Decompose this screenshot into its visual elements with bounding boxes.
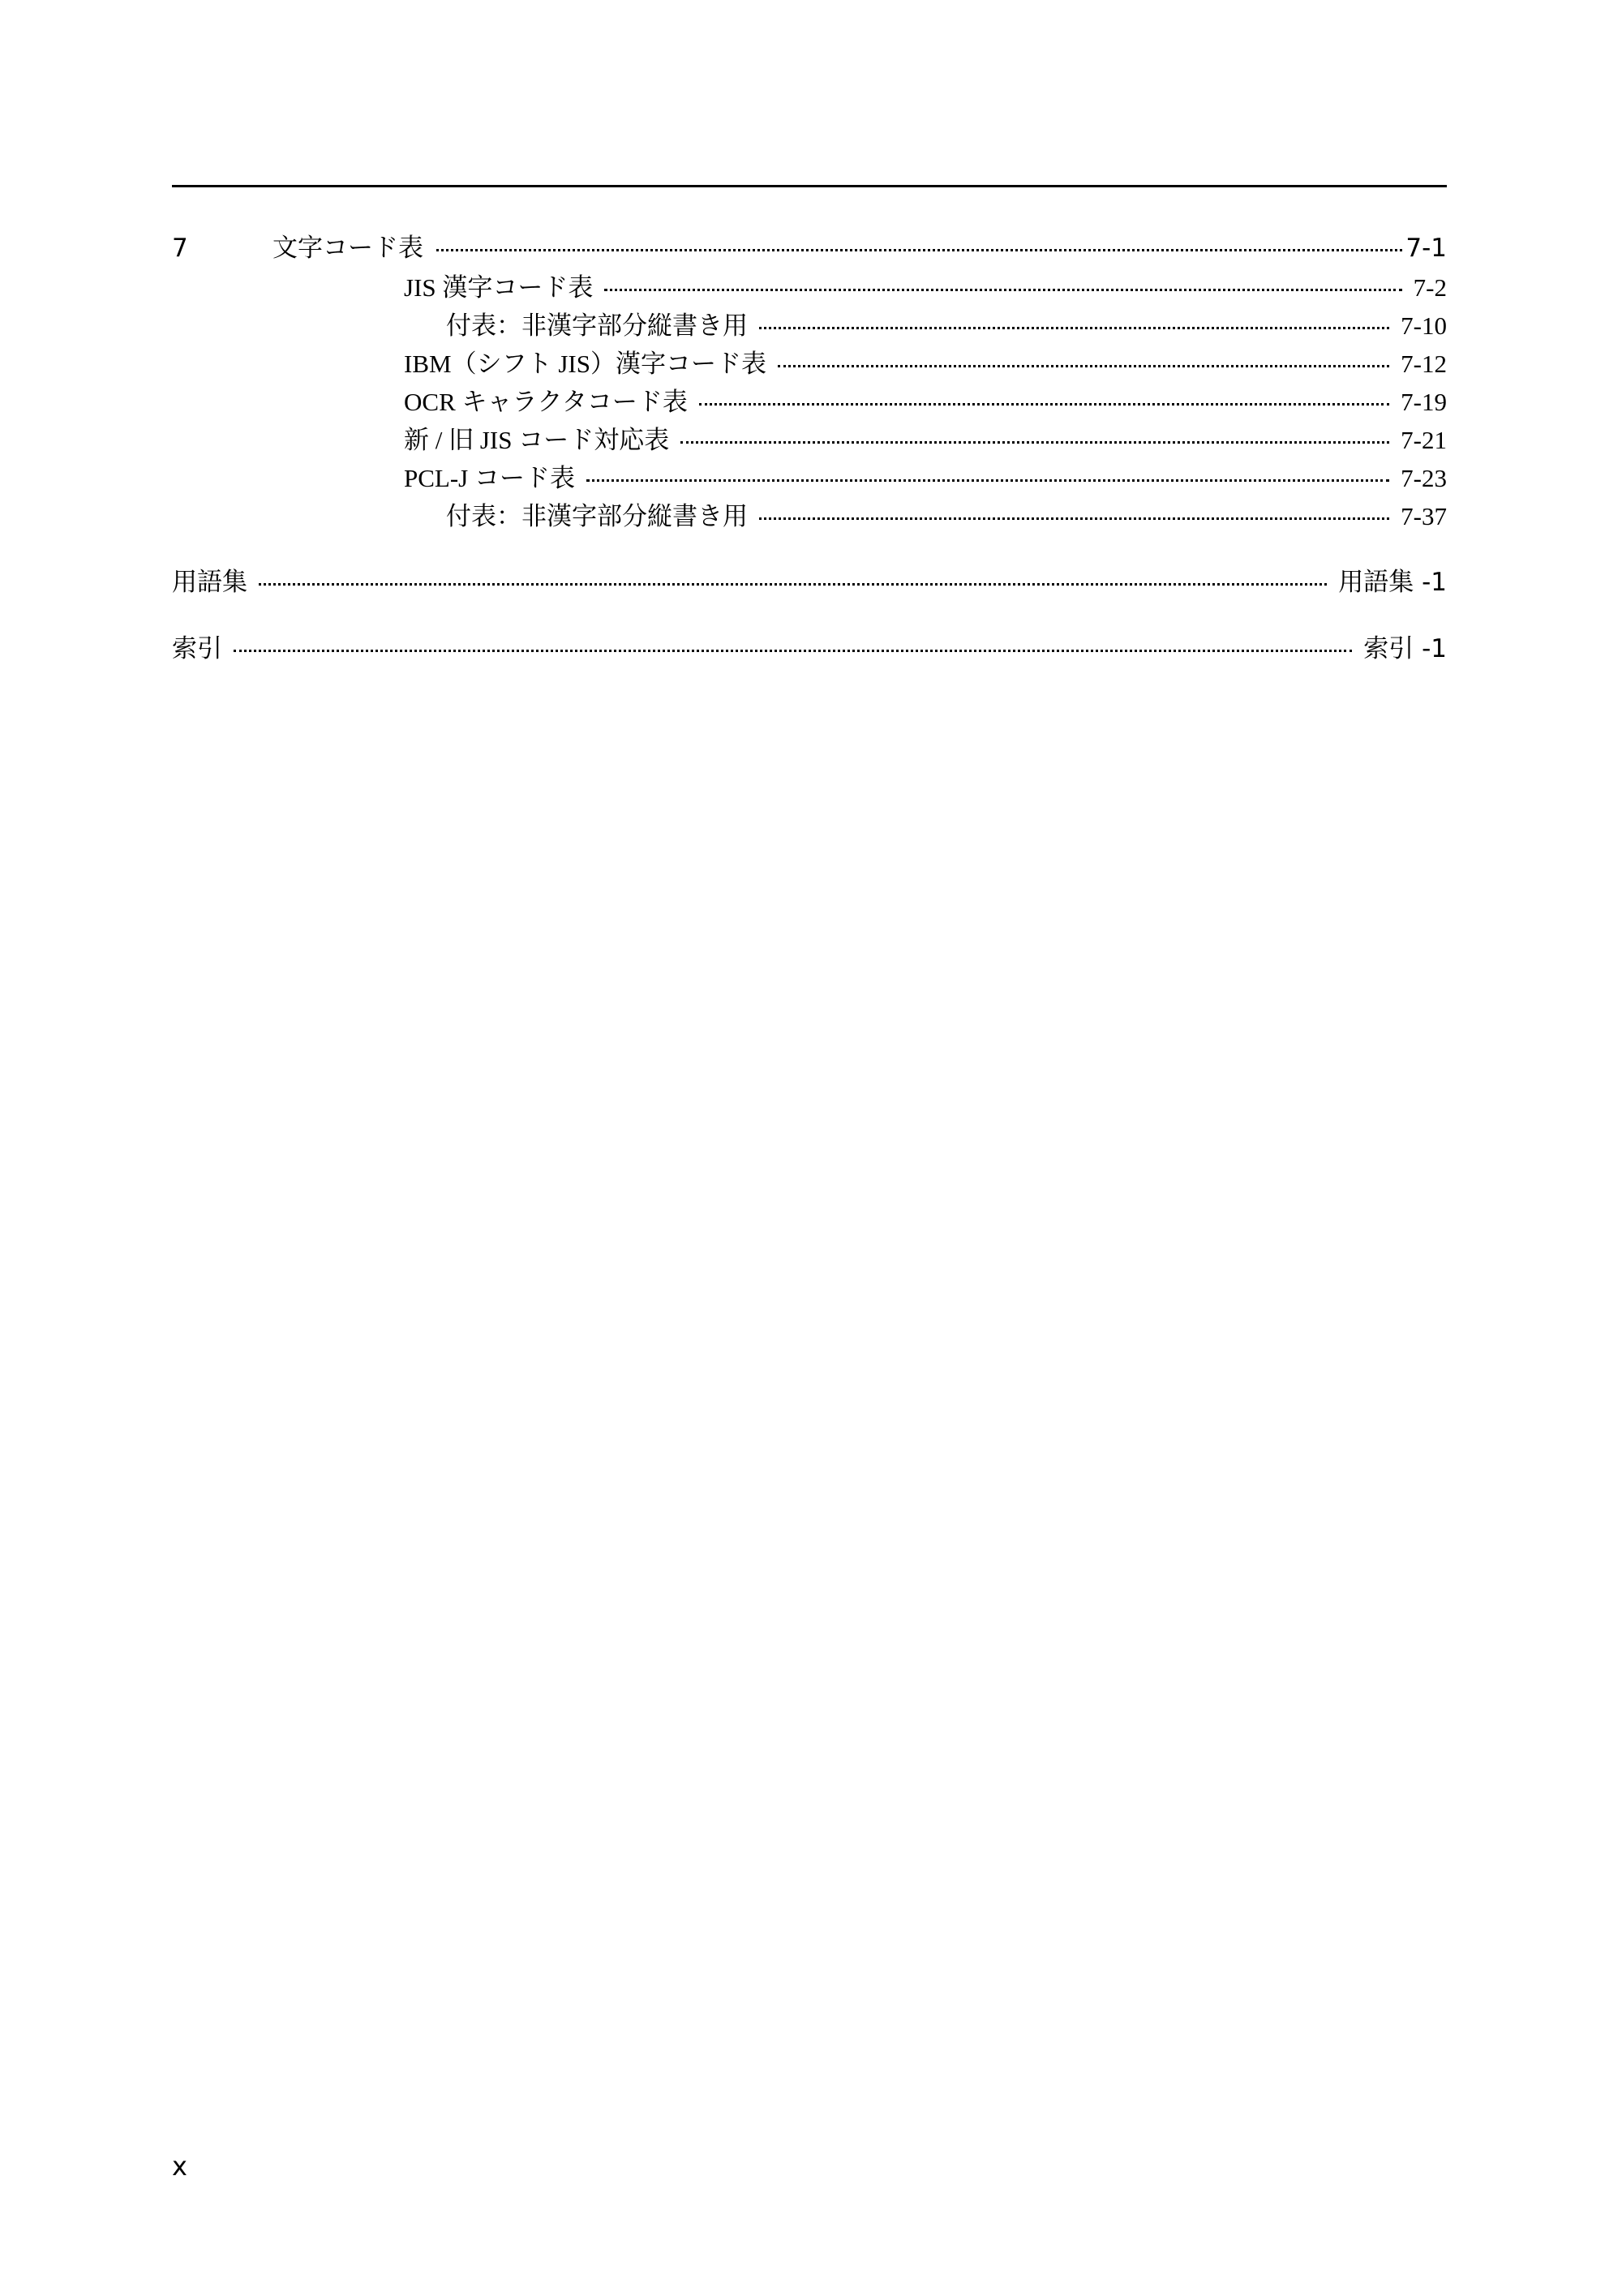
page-ref: 用語集 -1 [1338, 568, 1447, 597]
dot-leader [259, 583, 1327, 586]
page-ref: 7-1 [1405, 234, 1447, 263]
page-ref: 7-37 [1401, 502, 1447, 530]
entry-title: 新 / 旧 JIS コード対応表 [404, 426, 670, 454]
page-ref: 7-2 [1413, 273, 1447, 302]
dot-leader [604, 289, 1401, 291]
dot-leader [586, 479, 1389, 482]
page-ref: 7-19 [1401, 388, 1447, 416]
toc-entry-jis-kanji[interactable] [404, 267, 1447, 303]
dot-leader [436, 249, 1402, 251]
page-ref: 7-21 [1401, 426, 1447, 454]
toc-entry-ibm-shift-jis[interactable] [404, 343, 1447, 380]
entry-title: JIS 漢字コード表 [404, 273, 594, 302]
page-number: x [172, 2151, 187, 2182]
toc-entry-glossary[interactable] [172, 561, 1447, 598]
entry-title: 付表：非漢字部分縦書き用 [446, 311, 748, 340]
page-ref: 7-12 [1401, 350, 1447, 378]
page-ref: 7-10 [1401, 311, 1447, 340]
dot-leader [759, 327, 1389, 329]
toc-entry-index[interactable] [172, 628, 1447, 664]
header-rule [172, 185, 1447, 187]
page-ref: 7-23 [1401, 464, 1447, 492]
chapter-number: 7 [172, 234, 188, 263]
toc-entry-appendix-vertical-2[interactable] [446, 496, 1447, 532]
toc-entry-new-old-jis[interactable] [404, 419, 1447, 456]
entry-title: 索引 [172, 634, 222, 663]
page-ref: 索引 -1 [1363, 634, 1447, 663]
dot-leader [759, 517, 1389, 520]
toc-chapter-7[interactable] [172, 227, 1447, 264]
chapter-title: 文字コード表 [272, 234, 423, 263]
dot-leader [680, 441, 1389, 444]
entry-title: 用語集 [172, 568, 247, 597]
dot-leader [778, 365, 1389, 367]
entry-title: IBM（シフト JIS）漢字コード表 [404, 350, 766, 378]
entry-title: PCL-J コード表 [404, 464, 575, 492]
dot-leader [234, 650, 1352, 652]
toc-entry-pcl-j[interactable] [404, 457, 1447, 494]
toc-entry-ocr[interactable] [404, 381, 1447, 418]
dot-leader [699, 403, 1389, 406]
toc-entry-appendix-vertical-1[interactable] [446, 305, 1447, 341]
entry-title: 付表：非漢字部分縦書き用 [446, 502, 748, 530]
entry-title: OCR キャラクタコード表 [404, 388, 688, 416]
